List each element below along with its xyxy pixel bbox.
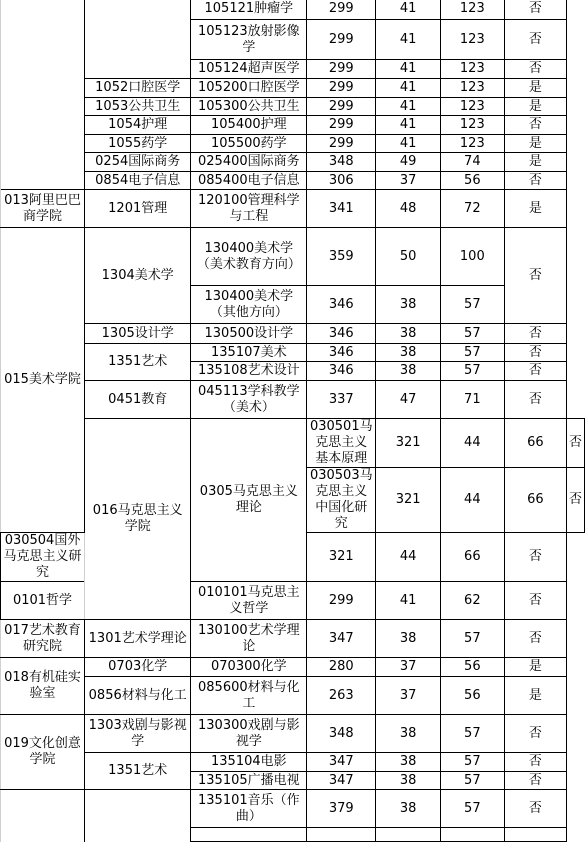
table-cell: 030503马克思主义中国化研究 — [307, 468, 376, 533]
table-cell: 346 — [307, 362, 376, 381]
table-cell: 56 — [440, 658, 504, 677]
table-cell: 1305设计学 — [85, 324, 191, 344]
table-cell: 105500药学 — [191, 135, 307, 153]
table-cell: 57 — [440, 620, 504, 658]
table-cell: 50 — [376, 228, 441, 286]
table-cell: 41 — [376, 582, 441, 620]
table-cell: 38 — [376, 715, 441, 753]
table-cell: 130400美术学（美术教育方向） — [191, 228, 307, 286]
table-cell: 41 — [376, 20, 441, 60]
table-cell: 105400护理 — [191, 116, 307, 135]
table-cell: 71 — [440, 381, 504, 419]
table-cell: 0305马克思主义理论 — [191, 419, 307, 582]
table-row — [1, 228, 585, 286]
table-cell: 57 — [440, 324, 504, 344]
table-cell: 045113学科教学（美术） — [191, 381, 307, 419]
table-cell: 57 — [440, 286, 504, 324]
table-cell: 0101哲学 — [1, 582, 85, 620]
table-cell: 359 — [307, 228, 376, 286]
table-cell: 0854电子信息 — [85, 172, 191, 190]
table-cell — [307, 828, 376, 842]
table-cell: 66 — [504, 468, 566, 533]
table-cell: 1052口腔医学 — [85, 79, 191, 98]
table-cell: 120100管理科学与工程 — [191, 190, 307, 228]
table-cell — [85, 828, 191, 842]
table-cell: 否 — [504, 344, 566, 362]
table-cell: 346 — [307, 324, 376, 344]
table-cell: 105123放射影像学 — [191, 20, 307, 60]
table-cell: 是 — [504, 98, 566, 116]
table-cell: 018有机硅实验室 — [1, 658, 85, 715]
table-cell: 否 — [504, 0, 566, 20]
table-row — [1, 135, 585, 153]
table-cell: 否 — [504, 753, 566, 772]
table-cell: 57 — [440, 753, 504, 772]
table-cell: 38 — [376, 286, 441, 324]
table-cell: 010101马克思主义哲学 — [191, 582, 307, 620]
table-cell: 135108艺术设计 — [191, 362, 307, 381]
table-cell: 030501马克思主义基本原理 — [307, 419, 376, 468]
table-cell: 41 — [376, 135, 441, 153]
table-cell: 1201管理 — [85, 190, 191, 228]
table-cell: 57 — [440, 772, 504, 790]
table-cell: 341 — [307, 190, 376, 228]
table-cell: 37 — [376, 172, 441, 190]
table-cell: 130500设计学 — [191, 324, 307, 344]
table-cell: 105124超声医学 — [191, 60, 307, 79]
table-cell: 否 — [504, 381, 566, 419]
table-cell: 280 — [307, 658, 376, 677]
table-cell: 016马克思主义学院 — [85, 419, 191, 620]
table-cell: 38 — [376, 790, 441, 828]
table-cell — [85, 790, 191, 828]
table-cell: 085600材料与化工 — [191, 677, 307, 715]
table-cell: 135105广播电视 — [191, 772, 307, 790]
table-cell: 347 — [307, 620, 376, 658]
table-cell: 306 — [307, 172, 376, 190]
table-cell: 085400电子信息 — [191, 172, 307, 190]
table-cell: 347 — [307, 772, 376, 790]
table-cell: 263 — [307, 677, 376, 715]
table-cell: 41 — [376, 79, 441, 98]
table-cell: 299 — [307, 98, 376, 116]
table-row — [1, 172, 585, 190]
table-cell: 否 — [504, 582, 566, 620]
table-row — [1, 715, 585, 753]
table-cell: 1303戏剧与影视学 — [85, 715, 191, 753]
table-cell: 是 — [504, 190, 566, 228]
table-cell: 66 — [440, 533, 504, 582]
table-cell: 299 — [307, 116, 376, 135]
table-row — [1, 20, 585, 60]
table-cell: 1055药学 — [85, 135, 191, 153]
table-row — [1, 753, 585, 772]
table-cell: 025400国际商务 — [191, 153, 307, 172]
table-cell: 135101音乐（作曲） — [191, 790, 307, 828]
table-cell: 1301艺术学理论 — [85, 620, 191, 658]
table-cell: 48 — [376, 190, 441, 228]
table-cell: 123 — [440, 116, 504, 135]
table-cell: 379 — [307, 790, 376, 828]
table-cell: 123 — [440, 60, 504, 79]
table-cell: 1351艺术 — [85, 753, 191, 790]
table-cell: 否 — [504, 228, 566, 324]
table-cell — [85, 20, 191, 60]
table-cell: 38 — [376, 753, 441, 772]
table-row — [1, 381, 585, 419]
table-cell — [1, 790, 85, 828]
table-cell: 44 — [440, 419, 504, 468]
table-cell: 123 — [440, 135, 504, 153]
table-cell: 否 — [504, 172, 566, 190]
table-cell: 135107美术 — [191, 344, 307, 362]
table-cell: 否 — [504, 324, 566, 344]
table-cell: 105300公共卫生 — [191, 98, 307, 116]
table-cell: 56 — [440, 677, 504, 715]
table-cell: 否 — [504, 790, 566, 828]
table-cell: 015美术学院 — [1, 228, 85, 533]
table-cell: 44 — [440, 468, 504, 533]
table-cell: 38 — [376, 344, 441, 362]
table-cell: 是 — [504, 677, 566, 715]
table-cell: 299 — [307, 79, 376, 98]
table-cell: 37 — [376, 658, 441, 677]
table-row — [1, 324, 585, 344]
table-cell: 123 — [440, 98, 504, 116]
table-cell: 321 — [376, 419, 441, 468]
table-cell: 299 — [307, 60, 376, 79]
table-cell — [191, 828, 307, 842]
table-cell: 321 — [376, 468, 441, 533]
table-row — [1, 60, 585, 79]
table-cell: 47 — [376, 381, 441, 419]
table-row — [1, 419, 585, 468]
table-cell: 57 — [440, 362, 504, 381]
table-cell: 299 — [307, 582, 376, 620]
table-cell: 1053公共卫生 — [85, 98, 191, 116]
table-cell: 017艺术教育研究院 — [1, 620, 85, 658]
table-row — [1, 344, 585, 362]
table-cell — [85, 60, 191, 79]
table-cell — [1, 0, 85, 190]
table-cell: 否 — [504, 20, 566, 60]
table-cell: 是 — [504, 658, 566, 677]
table-row — [1, 790, 585, 828]
table-cell: 41 — [376, 60, 441, 79]
table-cell — [504, 828, 566, 842]
table-cell: 41 — [376, 0, 441, 20]
table-body — [1, 0, 585, 842]
table-cell: 348 — [307, 715, 376, 753]
table-cell: 130300戏剧与影视学 — [191, 715, 307, 753]
table-cell: 62 — [440, 582, 504, 620]
table-cell: 否 — [504, 620, 566, 658]
table-row — [1, 677, 585, 715]
table-cell: 56 — [440, 172, 504, 190]
table-cell — [440, 828, 504, 842]
table-row — [1, 620, 585, 658]
table-cell: 38 — [376, 362, 441, 381]
table-row — [1, 0, 585, 20]
table-row — [1, 658, 585, 677]
table-cell: 0451教育 — [85, 381, 191, 419]
table-cell: 013阿里巴巴商学院 — [1, 190, 85, 228]
table-cell: 030504国外马克思主义研究 — [1, 533, 85, 582]
table-cell: 135104电影 — [191, 753, 307, 772]
table-cell: 130100艺术学理论 — [191, 620, 307, 658]
table-cell: 1054护理 — [85, 116, 191, 135]
table-cell: 123 — [440, 20, 504, 60]
table-cell — [376, 828, 441, 842]
table-cell: 否 — [504, 533, 566, 582]
table-cell: 130400美术学（其他方向） — [191, 286, 307, 324]
table-cell: 337 — [307, 381, 376, 419]
table-cell: 41 — [376, 116, 441, 135]
table-cell — [1, 828, 85, 842]
table-cell: 348 — [307, 153, 376, 172]
table-row — [1, 190, 585, 228]
table-cell: 100 — [440, 228, 504, 286]
table-cell: 否 — [504, 116, 566, 135]
table-cell: 否 — [504, 60, 566, 79]
table-cell: 299 — [307, 135, 376, 153]
table-cell: 否 — [504, 715, 566, 753]
table-cell: 347 — [307, 753, 376, 772]
table-cell: 070300化学 — [191, 658, 307, 677]
table-cell: 41 — [376, 98, 441, 116]
table-cell: 0856材料与化工 — [85, 677, 191, 715]
table-cell: 57 — [440, 790, 504, 828]
table-row — [1, 98, 585, 116]
table-cell: 38 — [376, 324, 441, 344]
table-cell: 0254国际商务 — [85, 153, 191, 172]
table-cell: 105121肿瘤学 — [191, 0, 307, 20]
table-row — [1, 116, 585, 135]
table-cell: 346 — [307, 286, 376, 324]
table-row — [1, 153, 585, 172]
table-cell: 123 — [440, 79, 504, 98]
table-cell: 1304美术学 — [85, 228, 191, 324]
table-cell: 321 — [307, 533, 376, 582]
table-cell: 否 — [566, 419, 584, 468]
table-cell: 38 — [376, 620, 441, 658]
table-cell: 是 — [504, 153, 566, 172]
table-cell: 123 — [440, 0, 504, 20]
table-cell: 否 — [504, 362, 566, 381]
table-cell: 72 — [440, 190, 504, 228]
table-cell: 38 — [376, 772, 441, 790]
table-cell: 44 — [376, 533, 441, 582]
table-cell: 57 — [440, 715, 504, 753]
table-cell: 299 — [307, 0, 376, 20]
table-cell: 49 — [376, 153, 441, 172]
table-cell: 019文化创意学院 — [1, 715, 85, 790]
table-cell: 57 — [440, 344, 504, 362]
table-cell: 否 — [566, 468, 584, 533]
table-cell: 否 — [504, 772, 566, 790]
table-cell: 299 — [307, 20, 376, 60]
table-cell: 66 — [504, 419, 566, 468]
table-row — [1, 828, 585, 842]
table-cell: 74 — [440, 153, 504, 172]
table-cell: 0703化学 — [85, 658, 191, 677]
table-cell: 1351艺术 — [85, 344, 191, 381]
table-cell: 346 — [307, 344, 376, 362]
table-cell: 37 — [376, 677, 441, 715]
table-cell: 是 — [504, 79, 566, 98]
table-row — [1, 79, 585, 98]
table-cell: 105200口腔医学 — [191, 79, 307, 98]
table-cell: 是 — [504, 135, 566, 153]
table-cell — [85, 0, 191, 20]
